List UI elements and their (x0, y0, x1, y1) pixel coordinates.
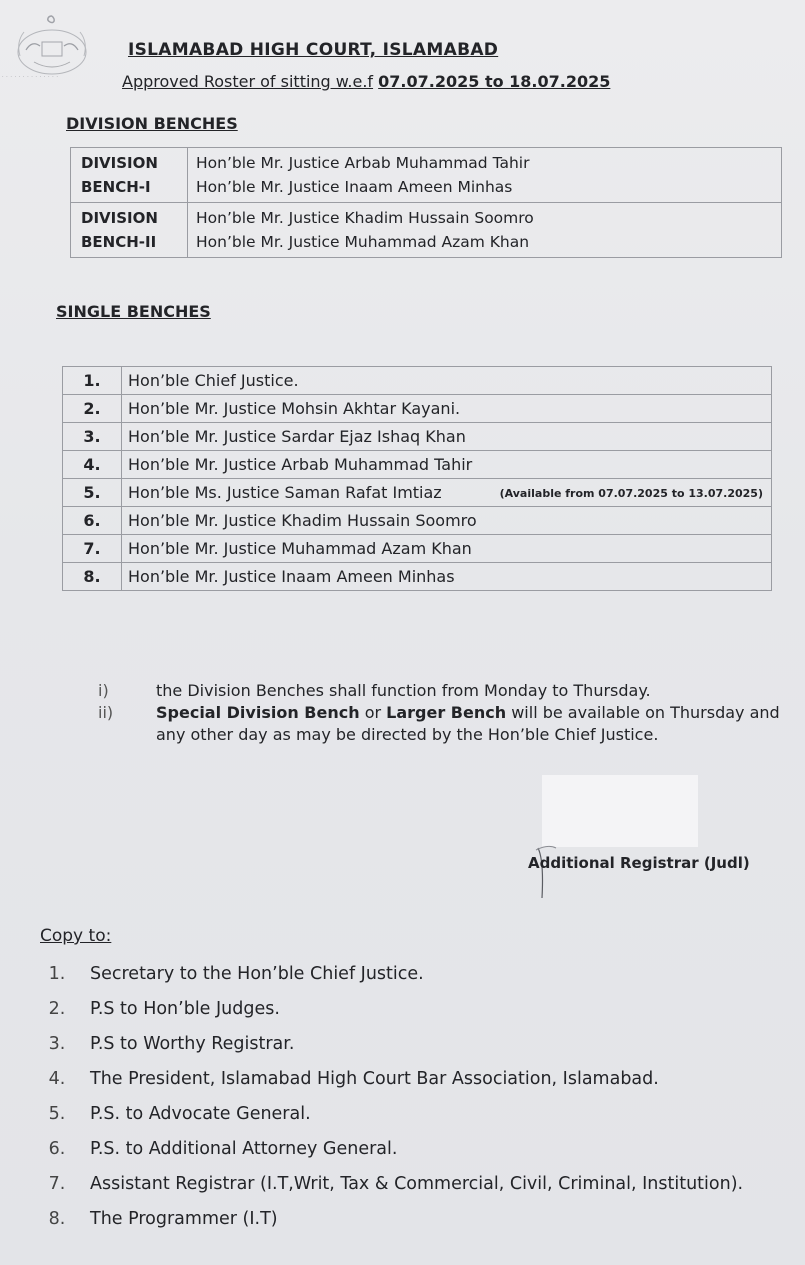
item-text: Assistant Registrar (I.T,Writ, Tax & Commercial, Civil, Criminal, Institution). (90, 1173, 744, 1194)
judge-name: Hon’ble Mr. Justice Inaam Ameen Minhas (196, 178, 513, 196)
judge-name (122, 451, 772, 479)
bench-name: DIVISION BENCH-I (71, 148, 188, 203)
table-row (63, 535, 772, 563)
item-number: 3. (48, 1033, 66, 1054)
single-benches-table (62, 366, 772, 591)
judge-text: Hon’ble Mr. Justice Inaam Ameen Minhas (128, 567, 455, 586)
item-number: 4. (48, 1068, 66, 1089)
item-number: 1. (48, 963, 66, 984)
division-benches-table (70, 147, 782, 258)
availability-note: (Available from 07.07.2025 to 13.07.2025) (499, 487, 763, 500)
row-number: 5. (63, 479, 122, 507)
judge-text: Hon’ble Mr. Justice Mohsin Akhtar Kayani. (128, 399, 461, 418)
judge-name (122, 563, 772, 591)
item-text: P.S. to Advocate General. (90, 1103, 311, 1124)
item-text: The President, Islamabad High Court Bar Association, Islamabad. (90, 1068, 659, 1089)
table-row (63, 395, 772, 423)
item-number: 5. (48, 1103, 66, 1124)
item-number: 7. (48, 1173, 66, 1194)
note-number: ii) (98, 703, 114, 722)
judge-name: Hon’ble Mr. Justice Khadim Hussain Soomro (196, 209, 534, 227)
row-number: 8. (63, 563, 122, 591)
table-row (63, 367, 772, 395)
judge-name (122, 367, 772, 395)
roster-subtitle (122, 72, 610, 91)
copy-to-heading: Copy to: (40, 926, 112, 946)
judge-text: Hon’ble Chief Justice. (128, 371, 299, 390)
seal-caption: · · · · · · · · · · · · · · (2, 74, 59, 80)
redacted-signature (542, 775, 698, 847)
note-number: i) (98, 681, 109, 700)
note-bold: Special Division Bench (156, 703, 360, 722)
table-row (63, 423, 772, 451)
single-benches-heading: SINGLE BENCHES (56, 302, 211, 321)
row-number: 2. (63, 395, 122, 423)
table-row (63, 479, 772, 507)
row-number: 4. (63, 451, 122, 479)
court-title: ISLAMABAD HIGH COURT, ISLAMABAD (128, 40, 499, 60)
judge-name: Hon’ble Mr. Justice Arbab Muhammad Tahir (196, 154, 530, 172)
note-bold: Larger Bench (386, 703, 507, 722)
note-text (156, 702, 788, 746)
judge-text: Hon’ble Mr. Justice Khadim Hussain Soomro (128, 511, 477, 530)
list-item (24, 1026, 794, 1061)
list-item (24, 1131, 794, 1166)
list-item (24, 1096, 794, 1131)
row-number: 1. (63, 367, 122, 395)
signatory-title: Additional Registrar (Judl) (528, 854, 750, 872)
notes-list (98, 680, 788, 746)
judge-text: Hon’ble Mr. Justice Arbab Muhammad Tahir (128, 455, 473, 474)
list-item (24, 1201, 794, 1236)
judge-name (122, 507, 772, 535)
table-row (71, 203, 782, 258)
bench-name: DIVISION BENCH-II (71, 203, 188, 258)
judge-name (122, 395, 772, 423)
table-row (63, 507, 772, 535)
item-text: P.S to Worthy Registrar. (90, 1033, 295, 1054)
judge-text: Hon’ble Ms. Justice Saman Rafat Imtiaz (128, 483, 442, 502)
bench-judges (188, 203, 782, 258)
item-text: P.S to Hon’ble Judges. (90, 998, 280, 1019)
bench-judges (188, 148, 782, 203)
note-span: will be available on Thursday and any other day as may be directed by the Hon’ble Chief Justice. (156, 703, 780, 744)
list-item (24, 991, 794, 1026)
item-text: Secretary to the Hon’ble Chief Justice. (90, 963, 424, 984)
table-row (63, 563, 772, 591)
row-number: 7. (63, 535, 122, 563)
row-number: 3. (63, 423, 122, 451)
item-number: 8. (48, 1208, 66, 1229)
note-item (98, 680, 788, 702)
list-item (24, 1061, 794, 1096)
judge-name (122, 479, 772, 507)
roster-dates: 07.07.2025 to 18.07.2025 (378, 72, 611, 91)
copy-to-list (24, 956, 794, 1236)
row-number: 6. (63, 507, 122, 535)
roster-prefix: Approved Roster of sitting w.e.f (122, 72, 374, 91)
list-item (24, 1166, 794, 1201)
judge-name (122, 535, 772, 563)
table-row (71, 148, 782, 203)
item-text: P.S. to Additional Attorney General. (90, 1138, 398, 1159)
judge-name (122, 423, 772, 451)
judge-name: Hon’ble Mr. Justice Muhammad Azam Khan (196, 233, 530, 251)
judge-text: Hon’ble Mr. Justice Sardar Ejaz Ishaq Khan (128, 427, 466, 446)
item-text: The Programmer (I.T) (90, 1208, 278, 1229)
list-item (24, 956, 794, 991)
item-number: 6. (48, 1138, 66, 1159)
table-row (63, 451, 772, 479)
judge-text: Hon’ble Mr. Justice Muhammad Azam Khan (128, 539, 472, 558)
note-span: or (359, 703, 387, 722)
note-item (98, 702, 788, 746)
item-number: 2. (48, 998, 66, 1019)
division-benches-heading: DIVISION BENCHES (66, 114, 238, 133)
note-text: the Division Benches shall function from Monday to Thursday. (156, 681, 651, 700)
